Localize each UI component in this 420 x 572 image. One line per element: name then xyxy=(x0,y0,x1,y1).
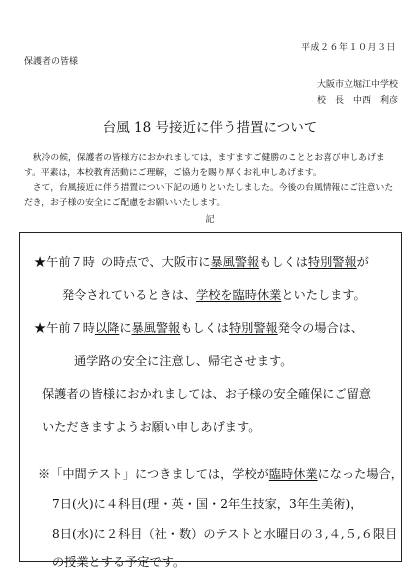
ki-marker: 記 xyxy=(205,215,215,225)
notice-emphasis: 学校を臨時休業 xyxy=(196,288,282,302)
notice-line xyxy=(34,319,363,336)
notice-line: 通学路の安全に注意し、帰宅させます。 xyxy=(74,354,293,368)
notice-emphasis: 以降 xyxy=(94,321,120,335)
notice-text: が xyxy=(356,255,369,269)
notice-text: もしくは xyxy=(259,255,308,269)
body-paragraph: さて，台風接近に伴う措置につい下記の通りといたしました。今後の台風情報にご注意いただき，お子様の安全にご配慮をお願いいたします。 xyxy=(24,183,394,208)
document-body xyxy=(24,151,398,211)
notice-text: の時点で、大阪市に xyxy=(100,255,211,269)
notice-text: ※「中間テスト」につきましては，学校が xyxy=(38,467,269,481)
notice-text: 発令の場合は、 xyxy=(277,321,364,335)
document-title: 台風 18 号接近に伴う措置について xyxy=(102,120,318,136)
notice-emphasis: 暴風警報 xyxy=(131,321,181,335)
body-paragraph: 秋冷の候，保護者の皆様方におかれましては，ますますご健勝のこととお喜び申しあげます。平素は，本校教育活動にご理解，ご協力を賜り厚くお礼申しあげます。 xyxy=(24,153,385,178)
sender-block xyxy=(317,77,398,109)
notice-text: 発令されているときは、 xyxy=(62,288,197,302)
principal-name: 校 長 中西 利彦 xyxy=(316,96,398,106)
notice-text: ★午前７時 xyxy=(34,255,95,269)
notice-box xyxy=(19,232,403,569)
notice-text: になった場合， xyxy=(317,467,403,481)
notice-line xyxy=(38,465,403,482)
notice-line: 8日(水)に２科目（社・数）のテストと水曜日の３,４,５,６限目 xyxy=(52,527,398,541)
addressee: 保護者の皆様 xyxy=(24,57,79,67)
notice-line: いただきますようお願い申しあげます。 xyxy=(42,420,261,434)
notice-text: に xyxy=(119,321,132,335)
notice-text: もしくは xyxy=(180,321,229,335)
notice-emphasis: 暴風警報 xyxy=(210,255,260,269)
notice-line: 保護者の皆様におかれましては、お子様の安全確保にご留意 xyxy=(42,387,372,401)
notice-text: といたします。 xyxy=(281,288,366,302)
notice-emphasis: 特別警報 xyxy=(307,255,357,269)
school-name: 大阪市立堀江中学校 xyxy=(316,80,398,90)
notice-emphasis: 特別警報 xyxy=(229,321,278,335)
notice-line xyxy=(34,253,369,270)
notice-emphasis: 臨時休業 xyxy=(268,467,318,481)
notice-line xyxy=(62,286,366,303)
notice-text: ★午前７時 xyxy=(34,321,95,335)
date: 平成２６年１０月３日 xyxy=(300,43,396,53)
notice-line: 7日(火)に４科目(理・英・国・2年生技家，3年生美術)， xyxy=(52,497,363,511)
notice-line: の授業とする予定です。 xyxy=(52,555,186,569)
